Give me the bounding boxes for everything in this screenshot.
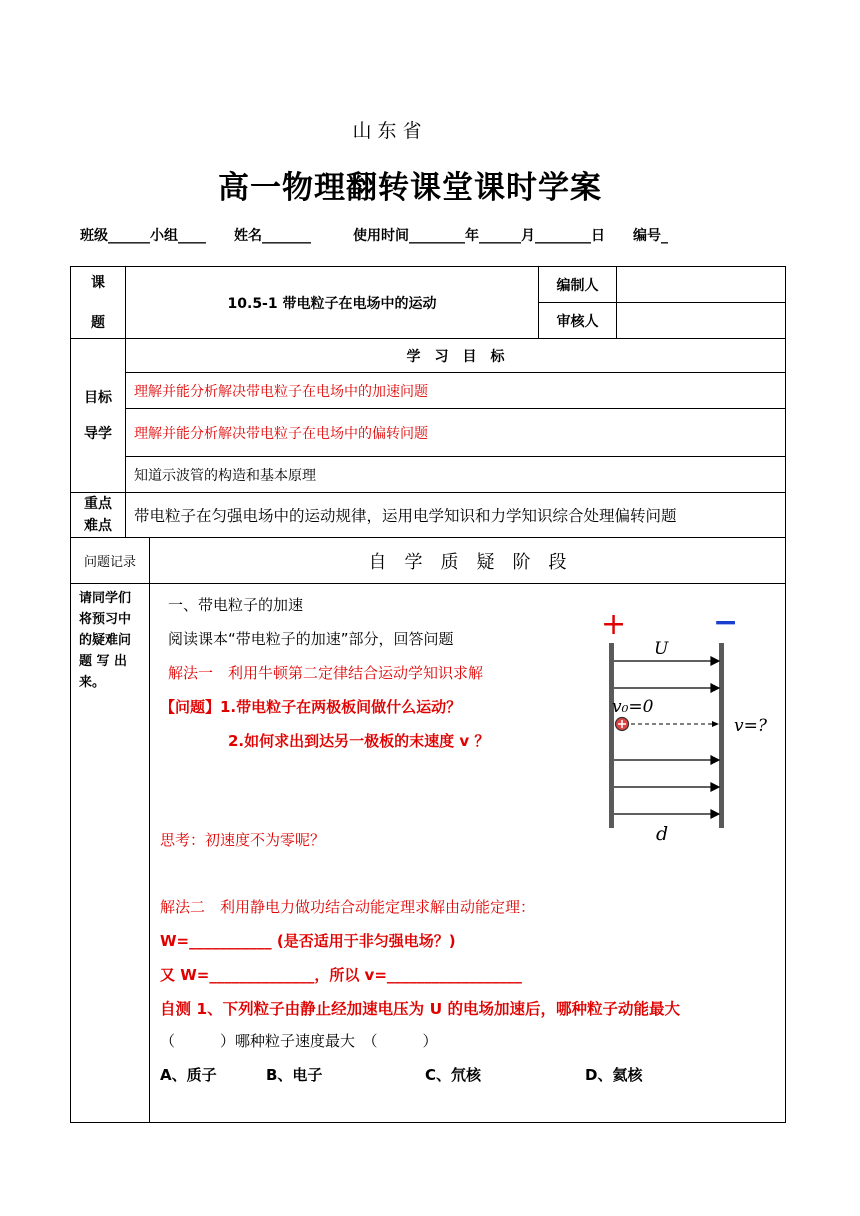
label-v0: v₀=0	[612, 697, 654, 717]
editor-label: 编制人	[539, 267, 617, 303]
record-label: 问题记录	[71, 538, 150, 584]
province-label: 山东省	[352, 120, 428, 142]
editor-value[interactable]	[617, 267, 786, 303]
key-points-label: 重点 难点	[71, 493, 126, 538]
option-d[interactable]: D、氦核	[585, 1066, 643, 1084]
reviewer-value[interactable]	[617, 303, 786, 339]
method-one: 解法一 利用牛顿第二定律结合运动学知识求解	[168, 664, 484, 682]
option-b[interactable]: B、电子	[266, 1066, 323, 1084]
think-prompt: 思考：初速度不为零呢？	[160, 831, 326, 849]
goals-label: 目标 导学	[71, 339, 126, 493]
capacitor-diagram	[598, 600, 798, 845]
goal-item: 知道示波管的构造和基本原理	[126, 457, 786, 493]
plus-sign: +	[601, 607, 627, 642]
key-points-text: 带电粒子在匀强电场中的运动规律，运用电学知识和力学知识综合处理偏转问题	[126, 493, 786, 538]
minus-sign: −	[713, 605, 739, 640]
goal-item: 理解并能分析解决带电粒子在电场中的加速问题	[126, 373, 786, 409]
question-two: 2.如何求出到达另一极板的末速度 v ？	[228, 732, 490, 750]
lesson-label: 课 题	[71, 267, 126, 339]
self-test-question	[160, 997, 680, 1019]
section-heading: 一、带电粒子的加速	[168, 596, 304, 614]
read-prompt: 阅读课本“带电粒子的加速”部分，回答问题	[168, 630, 454, 648]
question-one: 【问题】1.带电粒子在两极板间做什么运动？	[160, 698, 462, 716]
work-line: W=___________ (是否适用于非匀强电场？)	[160, 932, 456, 950]
velocity-line: 又 W=______________，所以 v=__________________	[160, 966, 522, 984]
right-plate	[719, 643, 724, 828]
goal-item: 理解并能分析解决带电粒子在电场中的偏转问题	[126, 409, 786, 457]
option-c[interactable]: C、氘核	[425, 1066, 482, 1084]
particle	[616, 718, 629, 731]
info-line: 班级______小组____ 姓名_______ 使用时间________年______月________日 编号_	[80, 228, 668, 244]
field-lines	[614, 657, 719, 818]
label-d: d	[656, 823, 669, 845]
stage-title: 自 学 质 疑 阶 段	[150, 538, 786, 584]
label-v: v=?	[734, 716, 767, 736]
goals-header: 学 习 目 标	[126, 339, 786, 373]
reviewer-label: 审核人	[539, 303, 617, 339]
side-note: 请同学们 将预习中 的疑难问 题 写 出 来。	[71, 584, 150, 1123]
path-arrow	[712, 721, 719, 727]
self-test-blanks: （ ）哪种粒子速度最大 （ ）	[160, 1032, 438, 1050]
worksheet-table	[70, 266, 786, 1123]
content-area	[150, 584, 785, 1122]
option-a[interactable]: A、质子	[160, 1066, 217, 1084]
left-plate	[609, 643, 614, 828]
label-u: U	[654, 639, 669, 659]
method-two: 解法二 利用静电力做功结合动能定理求解由动能定理：	[160, 898, 536, 916]
page-title: 高一物理翻转课堂课时学案	[218, 170, 602, 206]
self-test-label: 自测 1、下列粒子由静止经加速电压为 U 的电场加速后，哪种粒子动能最大	[160, 1000, 681, 1018]
lesson-title: 10.5-1 带电粒子在电场中的运动	[126, 267, 539, 339]
